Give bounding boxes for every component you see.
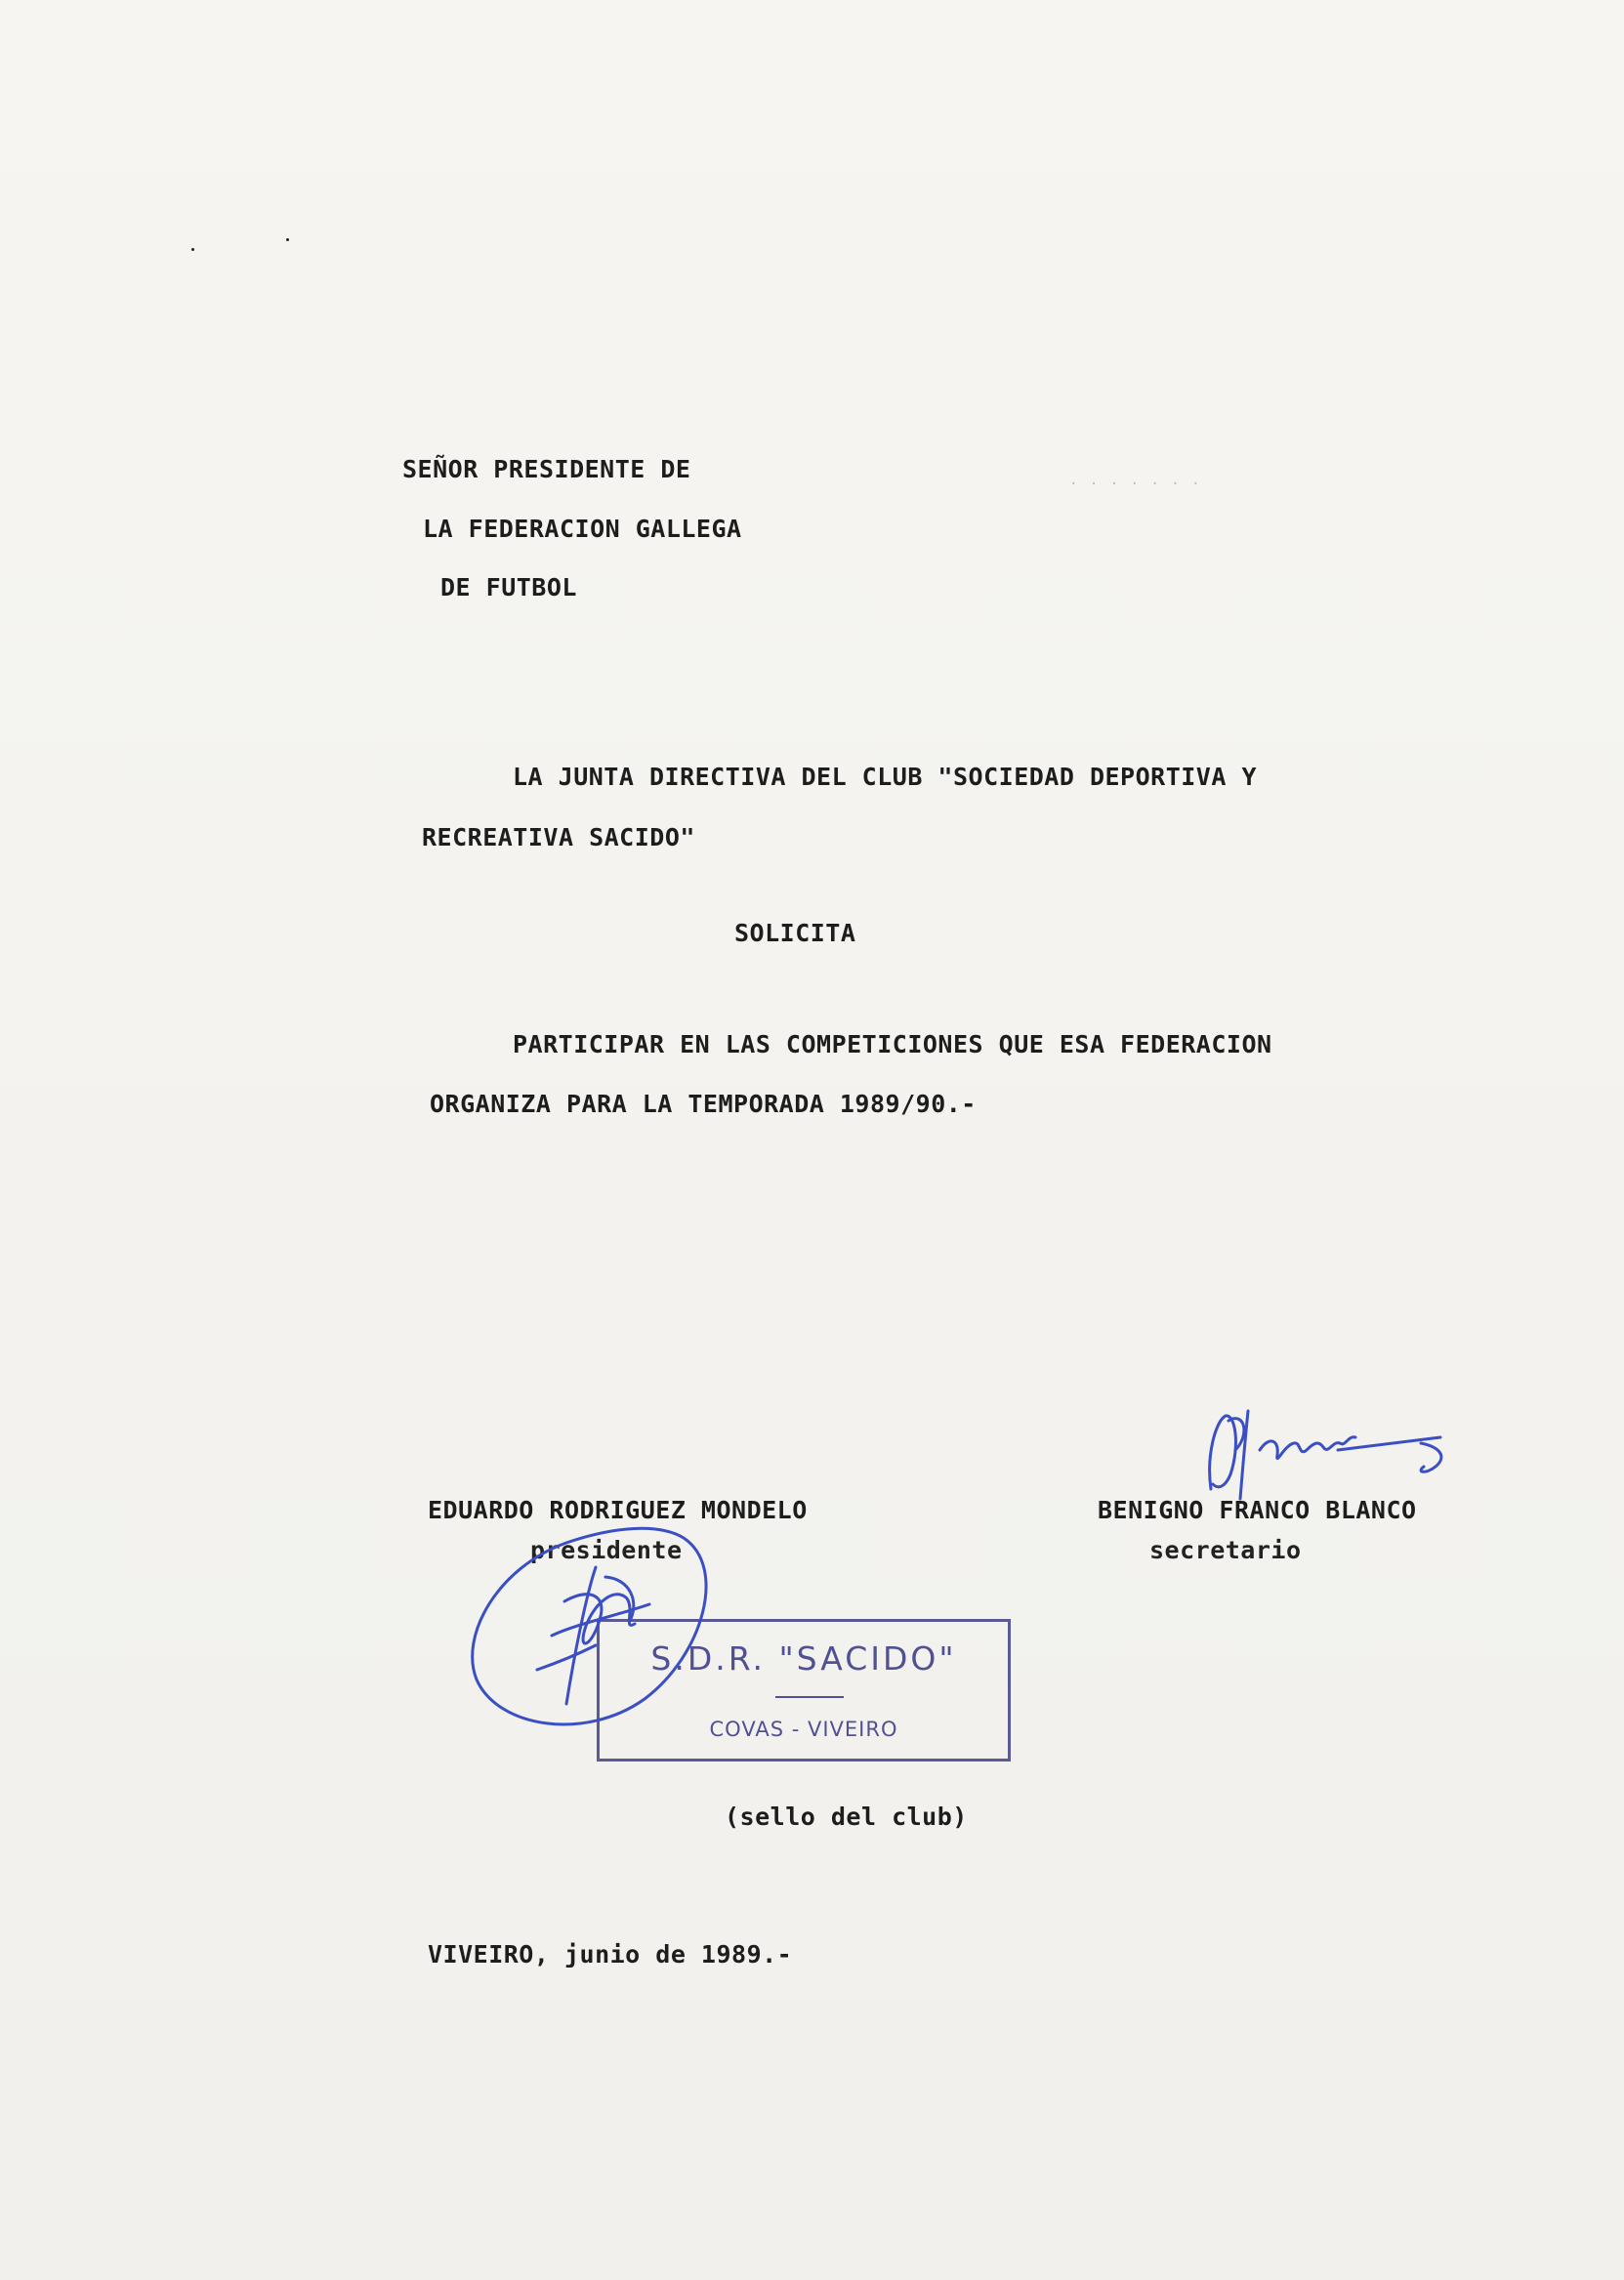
ink-speck [286,238,289,241]
intro-line-1: LA JUNTA DIRECTIVA DEL CLUB "SOCIEDAD DEPORTIVA Y [513,763,1258,791]
president-role: presidente [530,1536,683,1564]
stamp-divider [775,1696,844,1698]
secretary-signature-icon [1191,1396,1455,1513]
secretary-name: BENIGNO FRANCO BLANCO [1098,1496,1417,1524]
addressee-line-2: LA FEDERACION GALLEGA [423,515,742,543]
addressee-line-1: SEÑOR PRESIDENTE DE [402,455,691,483]
stamp-caption: (sello del club) [725,1803,968,1831]
stamp-subtitle: COVAS - VIVEIRO [709,1718,898,1741]
faint-dots: · · · · · · · [1069,477,1202,492]
intro-line-2: RECREATIVA SACIDO" [422,823,695,851]
request-line-1: PARTICIPAR EN LAS COMPETICIONES QUE ESA FEDERACION [513,1030,1272,1058]
president-signature-icon [459,1509,732,1733]
addressee-line-3: DE FUTBOL [440,573,577,601]
place-date: VIVEIRO, junio de 1989.- [428,1940,793,1969]
stamp-title: S.D.R. "SACIDO" [650,1639,957,1678]
request-heading: SOLICITA [734,919,856,947]
president-name: EDUARDO RODRIGUEZ MONDELO [428,1496,808,1524]
ink-speck [191,248,194,251]
request-line-2: ORGANIZA PARA LA TEMPORADA 1989/90.- [430,1090,977,1118]
secretary-role: secretario [1149,1536,1302,1564]
